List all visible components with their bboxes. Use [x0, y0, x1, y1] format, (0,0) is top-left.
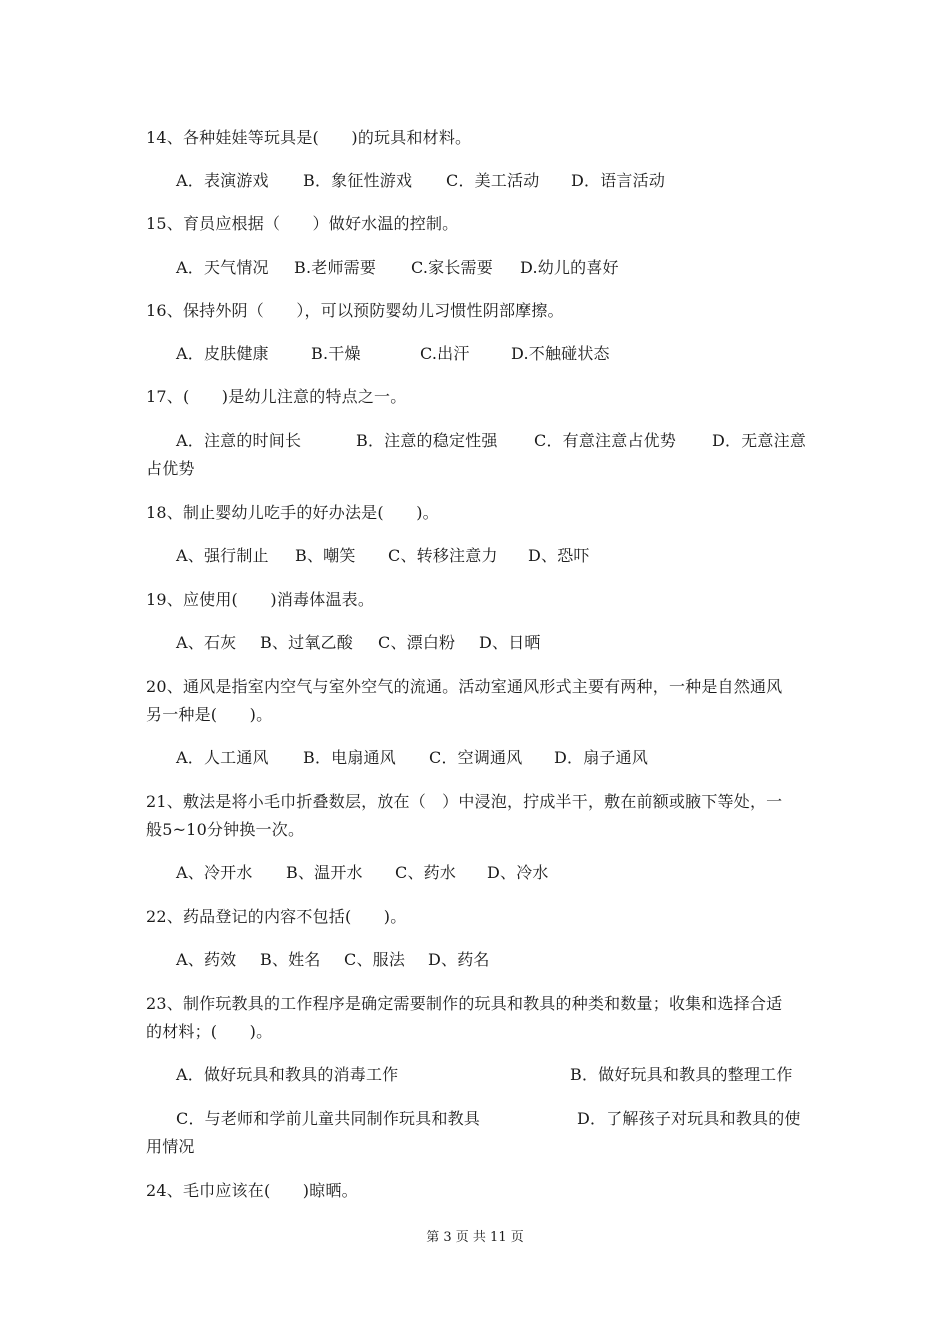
question-21-option-a: A、冷开水 — [176, 863, 253, 882]
question-24-stem: 24、毛巾应该在( )晾晒。 — [146, 1181, 358, 1200]
question-23-stem-line2: 的材料；( )。 — [146, 1022, 273, 1041]
question-16-option-d: D.不触碰状态 — [511, 344, 610, 363]
question-19-option-b: B、过氧乙酸 — [260, 633, 353, 652]
question-17-option-d-cont: 占优势 — [146, 459, 195, 478]
question-23-stem-line1: 23、制作玩教具的工作程序是确定需要制作的玩具和教具的种类和数量；收集和选择合适 — [146, 994, 783, 1013]
question-18-option-d: D、恐吓 — [528, 546, 590, 565]
page-number-footer: 第 3 页 共 11 页 — [426, 1230, 524, 1245]
question-21-option-c: C、药水 — [395, 863, 457, 882]
question-22-option-a: A、药效 — [176, 950, 237, 969]
question-21-option-d: D、冷水 — [487, 863, 549, 882]
question-18-stem: 18、制止婴幼儿吃手的好办法是( )。 — [146, 503, 439, 522]
question-14-option-b: B．象征性游戏 — [303, 171, 413, 190]
question-19-option-c: C、漂白粉 — [378, 633, 456, 652]
question-15-option-d: D.幼儿的喜好 — [520, 258, 619, 277]
question-23-option-a: A．做好玩具和教具的消毒工作 — [176, 1065, 399, 1084]
question-14-option-a: A．表演游戏 — [176, 171, 269, 190]
question-17-option-a: A．注意的时间长 — [176, 431, 302, 450]
question-14-option-c: C．美工活动 — [446, 171, 540, 190]
question-15-option-c: C.家长需要 — [411, 258, 493, 277]
question-17-stem: 17、( )是幼儿注意的特点之一。 — [146, 387, 407, 406]
question-23-option-d-cont: 用情况 — [146, 1137, 195, 1156]
question-20-option-c: C．空调通风 — [429, 748, 523, 767]
question-20-stem-line1: 20、通风是指室内空气与室外空气的流通。活动室通风形式主要有两种，一种是自然通风 — [146, 677, 783, 696]
question-14-stem: 14、各种娃娃等玩具是( )的玩具和材料。 — [146, 128, 472, 147]
question-21-stem-line2: 般5~10分钟换一次。 — [146, 820, 305, 839]
question-21-option-b: B、温开水 — [286, 863, 363, 882]
question-14-option-d: D．语言活动 — [571, 171, 666, 190]
question-15-option-a: A．天气情况 — [176, 258, 269, 277]
question-22-option-b: B、姓名 — [260, 950, 321, 969]
question-16-stem: 16、保持外阴（ ），可以预防婴幼儿习惯性阴部摩擦。 — [146, 301, 564, 320]
question-22-stem: 22、药品登记的内容不包括( )。 — [146, 907, 407, 926]
question-23-option-b: B．做好玩具和教具的整理工作 — [570, 1065, 793, 1084]
question-21-stem-line1: 21、敷法是将小毛巾折叠数层，放在（ ）中浸泡，拧成半干，敷在前额或腋下等处，一 — [146, 792, 783, 811]
question-20-stem-line2: 另一种是( )。 — [146, 705, 273, 724]
question-17-option-c: C．有意注意占优势 — [534, 431, 677, 450]
question-15-option-b: B.老师需要 — [294, 258, 377, 277]
question-20-option-d: D．扇子通风 — [554, 748, 649, 767]
question-16-option-a: A．皮肤健康 — [176, 344, 269, 363]
question-15-stem: 15、育员应根据（ ）做好水温的控制。 — [146, 214, 459, 233]
question-18-option-c: C、转移注意力 — [388, 546, 498, 565]
question-20-option-a: A．人工通风 — [176, 748, 269, 767]
question-17-option-d: D．无意注意 — [712, 431, 807, 450]
question-18-option-a: A、强行制止 — [176, 546, 269, 565]
question-19-option-a: A、石灰 — [176, 633, 237, 652]
question-19-stem: 19、应使用( )消毒体温表。 — [146, 590, 375, 609]
question-22-option-d: D、药名 — [428, 950, 490, 969]
question-16-option-c: C.出汗 — [420, 344, 470, 363]
question-22-option-c: C、服法 — [344, 950, 406, 969]
question-23-option-d: D．了解孩子对玩具和教具的使 — [577, 1109, 801, 1128]
question-23-option-c: C．与老师和学前儿童共同制作玩具和教具 — [176, 1109, 481, 1128]
question-17-option-b: B．注意的稳定性强 — [356, 431, 498, 450]
question-20-option-b: B．电扇通风 — [303, 748, 396, 767]
question-19-option-d: D、日晒 — [479, 633, 541, 652]
question-18-option-b: B、嘲笑 — [295, 546, 356, 565]
question-16-option-b: B.干燥 — [311, 344, 361, 363]
